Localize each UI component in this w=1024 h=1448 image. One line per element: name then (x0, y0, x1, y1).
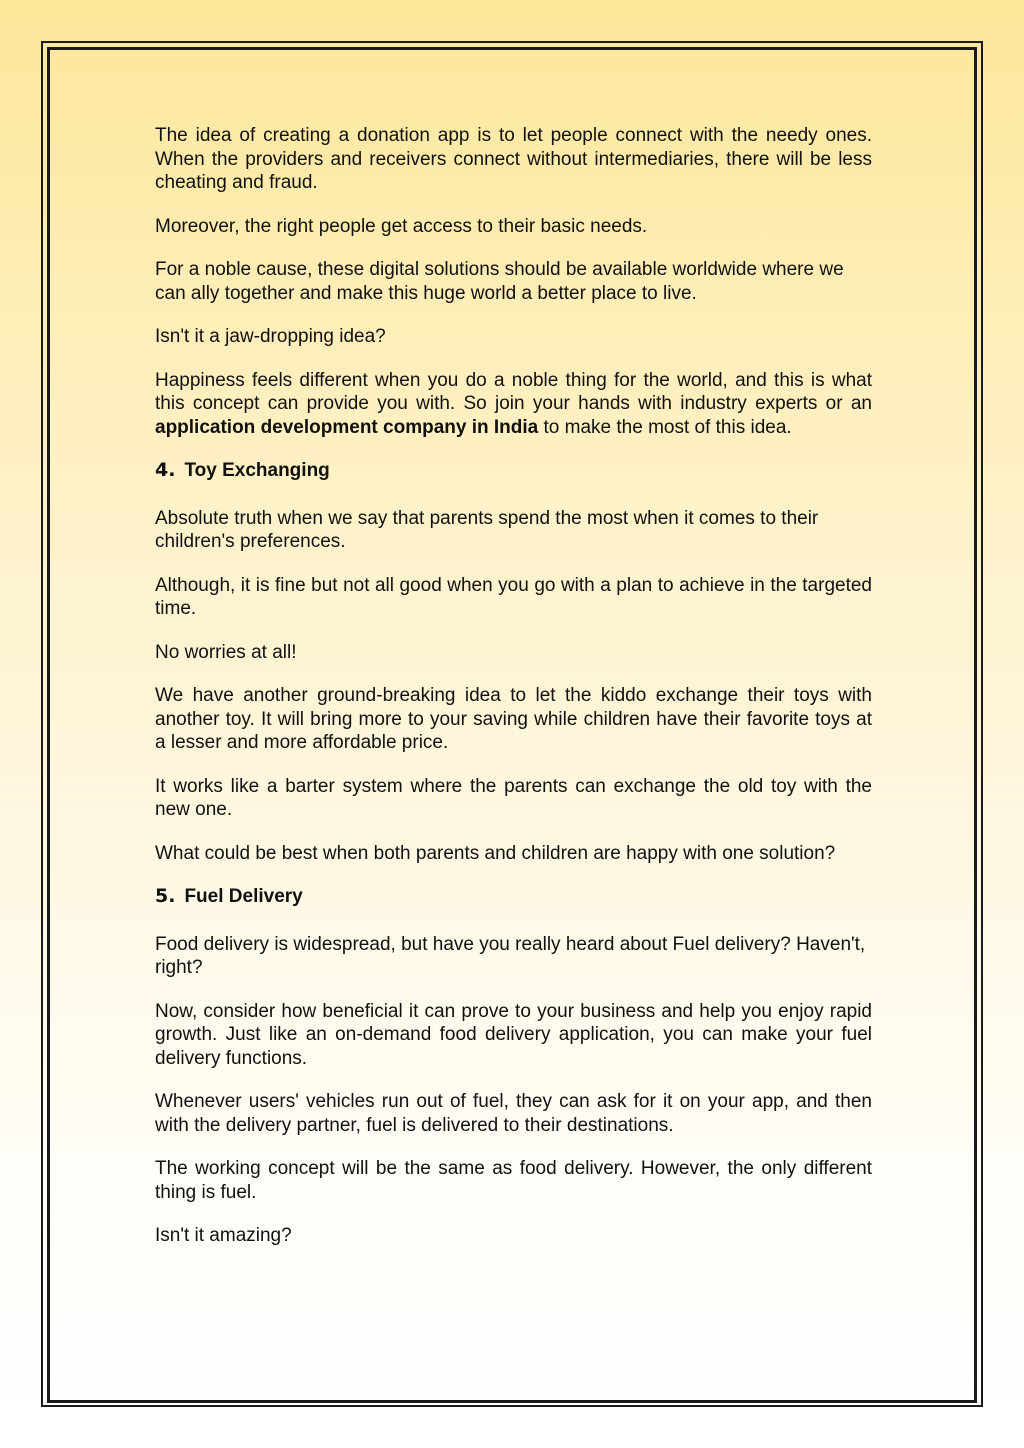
document-body (155, 124, 872, 1268)
paragraph: Now, consider how beneficial it can prove to your business and help you enjoy rapid growth. Just like an on-demand food delivery application, you can make your fuel delivery functions. (155, 1000, 872, 1069)
paragraph-text: Happiness feels different when you do a noble thing for the world, and this is what this concept can provide you with. So join your hands with industry experts or an (155, 369, 872, 414)
section-heading-fuel-delivery (155, 885, 872, 909)
paragraph: Although, it is fine but not all good when you go with a plan to achieve in the targeted time. (155, 574, 872, 619)
paragraph: For a noble cause, these digital solutions should be available worldwide where we can ally together and make this huge world a better place to live. (155, 259, 844, 304)
paragraph: The working concept will be the same as food delivery. However, the only different thing is fuel. (155, 1158, 872, 1203)
paragraph: The idea of creating a donation app is to let people connect with the needy ones. When the providers and receivers connect without intermediaries, there will be less cheating and fraud. (155, 125, 872, 193)
paragraph: Isn't it amazing? (155, 1225, 292, 1246)
paragraph: It works like a barter system where the parents can exchange the old toy with the new one. (155, 775, 872, 820)
section-heading-toy-exchanging (155, 459, 872, 483)
section-title: Toy Exchanging (184, 460, 330, 481)
section-title: Fuel Delivery (184, 886, 303, 907)
paragraph: Whenever users' vehicles run out of fuel, they can ask for it on your app, and then with the delivery partner, fuel is delivered to their destinations. (155, 1091, 872, 1136)
paragraph-happiness (155, 369, 872, 440)
paragraph: Moreover, the right people get access to their basic needs. (155, 215, 648, 237)
paragraph: What could be best when both parents and children are happy with one solution? (155, 842, 836, 864)
paragraph: No worries at all! (155, 641, 297, 663)
paragraph: Food delivery is widespread, but have you really heard about Fuel delivery? Haven't, right? (155, 933, 866, 978)
section-number: 5. (155, 885, 176, 907)
paragraph: We have another ground-breaking idea to let the kiddo exchange their toys with another toy. It will bring more to your saving while children have their favorite toys at a lesser and more affordable price. (155, 685, 872, 753)
section-number: 4. (155, 459, 176, 481)
paragraph-text: to make the most of this idea. (538, 416, 792, 438)
bold-link-text: application development company in India (155, 416, 539, 438)
paragraph: Absolute truth when we say that parents spend the most when it comes to their children's preferences. (155, 507, 819, 552)
paragraph: Isn't it a jaw-dropping idea? (155, 326, 386, 347)
